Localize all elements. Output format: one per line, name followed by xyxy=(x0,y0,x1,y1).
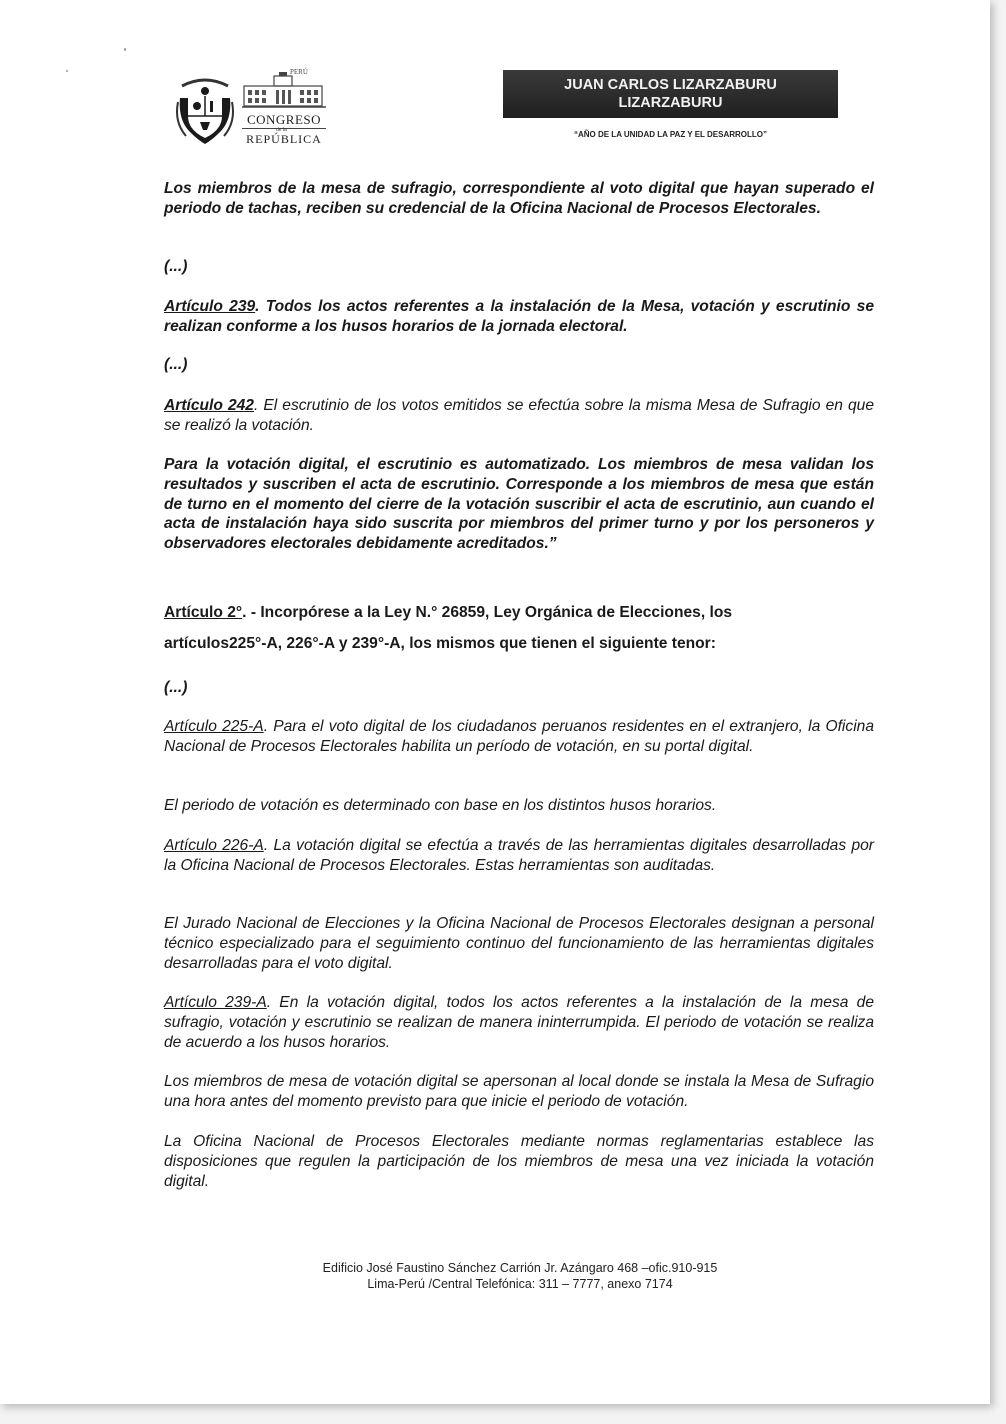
paragraph-miembros: Los miembros de mesa de votación digital se apersonan al local donde se instala la Mesa de Sufragio una hora antes del momento previsto para que inicie el periodo de votación. xyxy=(164,1073,874,1110)
article-2-label: Artículo 2° xyxy=(164,604,243,621)
paragraph-credencial: Los miembros de la mesa de sufragio, correspondiente al voto digital que hayan superado el periodo de tachas, reciben su credencial de la Oficina Nacional de Procesos Electorales. xyxy=(164,180,874,217)
paragraph-articulo-225a xyxy=(164,717,874,757)
logo-dela-text: de la xyxy=(276,127,287,133)
article-239-text: . Todos los actos referentes a la instalación de la Mesa, votación y escrutinio se realizan conforme a los husos horarios de la jornada electoral. xyxy=(164,298,874,335)
scan-speck xyxy=(66,70,68,72)
scan-speck xyxy=(124,48,126,51)
paragraph-votacion-digital: Para la votación digital, el escrutinio es automatizado. Los miembros de mesa validan los resultados y suscriben el acta de escrutinio. Corresponde a los miembros de mesa que están de turno en el momento del cierre de la votación suscribir el acta de escrutinio, aun cuando el acta de instalación haya sido suscrita por miembros del primer turno y por los personeros y observadores electorales debidamente acreditados.” xyxy=(164,456,874,553)
article-2-line-1: . - Incorpórese a la Ley N.° 26859, Ley Orgánica de Elecciones, los xyxy=(242,604,733,621)
article-226a-text: . La votación digital se efectúa a través de las herramientas digitales desarrolladas por la Oficina Nacional de Procesos Electorales. Estas herramientas son auditadas. xyxy=(164,837,874,874)
ellipsis-3: (...) xyxy=(164,679,188,696)
paragraph-articulo-2 xyxy=(164,597,874,659)
article-226a-label: Artículo 226-A xyxy=(164,837,264,854)
year-motto: “AÑO DE LA UNIDAD LA PAZ Y EL DESARROLLO” xyxy=(573,130,768,139)
paragraph-periodo: El periodo de votación es determinado con base en los distintos husos horarios. xyxy=(164,797,717,814)
paragraph-articulo-242 xyxy=(164,396,874,436)
article-225a-text: . Para el voto digital de los ciudadanos peruanos residentes en el extranjero, la Oficina Nacional de Procesos Electorales habilita un período de votación, en su portal digital. xyxy=(164,718,874,755)
article-2-line-2: artículos225°-A, 226°-A y 239°-A, los mismos que tienen el siguiente tenor: xyxy=(164,635,716,652)
congressman-name-banner xyxy=(503,70,838,118)
paragraph-articulo-239a xyxy=(164,993,874,1052)
name-line-2: LIZARZABURU xyxy=(618,95,723,111)
peru-coat-of-arms-icon xyxy=(176,72,234,148)
article-242-text: . El escrutinio de los votos emitidos se efectúa sobre la misma Mesa de Sufragio en que se realizó la votación. xyxy=(164,397,874,434)
paragraph-articulo-239 xyxy=(164,297,874,337)
paragraph-oficina: La Oficina Nacional de Procesos Electorales mediante normas reglamentarias establece las disposiciones que regulen la participación de los miembros de mesa una vez iniciada la votación digital. xyxy=(164,1133,874,1190)
article-239a-label: Artículo 239-A xyxy=(164,994,267,1011)
paragraph-articulo-226a xyxy=(164,836,874,876)
article-242-label: Artículo 242 xyxy=(164,397,254,414)
ellipsis-2: (...) xyxy=(164,356,188,373)
article-239-label: Artículo 239 xyxy=(164,298,256,315)
name-line-1: JUAN CARLOS LIZARZABURU xyxy=(564,77,777,93)
congreso-logo xyxy=(242,68,326,150)
footer-address: Edificio José Faustino Sánchez Carrión Jr. Azángaro 468 –ofic.910-915 xyxy=(322,1261,718,1275)
footer-phone: Lima-Perú /Central Telefónica: 311 – 7777, anexo 7174 xyxy=(367,1277,673,1291)
ellipsis-1: (...) xyxy=(164,258,188,275)
article-225a-label: Artículo 225-A xyxy=(164,718,264,735)
article-239a-text: . En la votación digital, todos los actos referentes a la instalación de la mesa de sufragio, votación y escrutinio se realizan de manera ininterrumpida. El periodo de votación se realiza de acuerdo a los husos horarios. xyxy=(164,994,874,1051)
paragraph-jurado: El Jurado Nacional de Elecciones y la Oficina Nacional de Procesos Electorales designan a personal técnico especializado para el seguimiento continuo del funcionamiento de las herramientas digitales desarrolladas para el voto digital. xyxy=(164,915,874,972)
logo-republica-text: REPÚBLICA xyxy=(246,132,322,146)
logo-congreso-text: CONGRESO xyxy=(242,112,326,129)
congress-building-icon xyxy=(242,72,326,110)
logo-peru-text: PERÚ xyxy=(290,68,308,76)
